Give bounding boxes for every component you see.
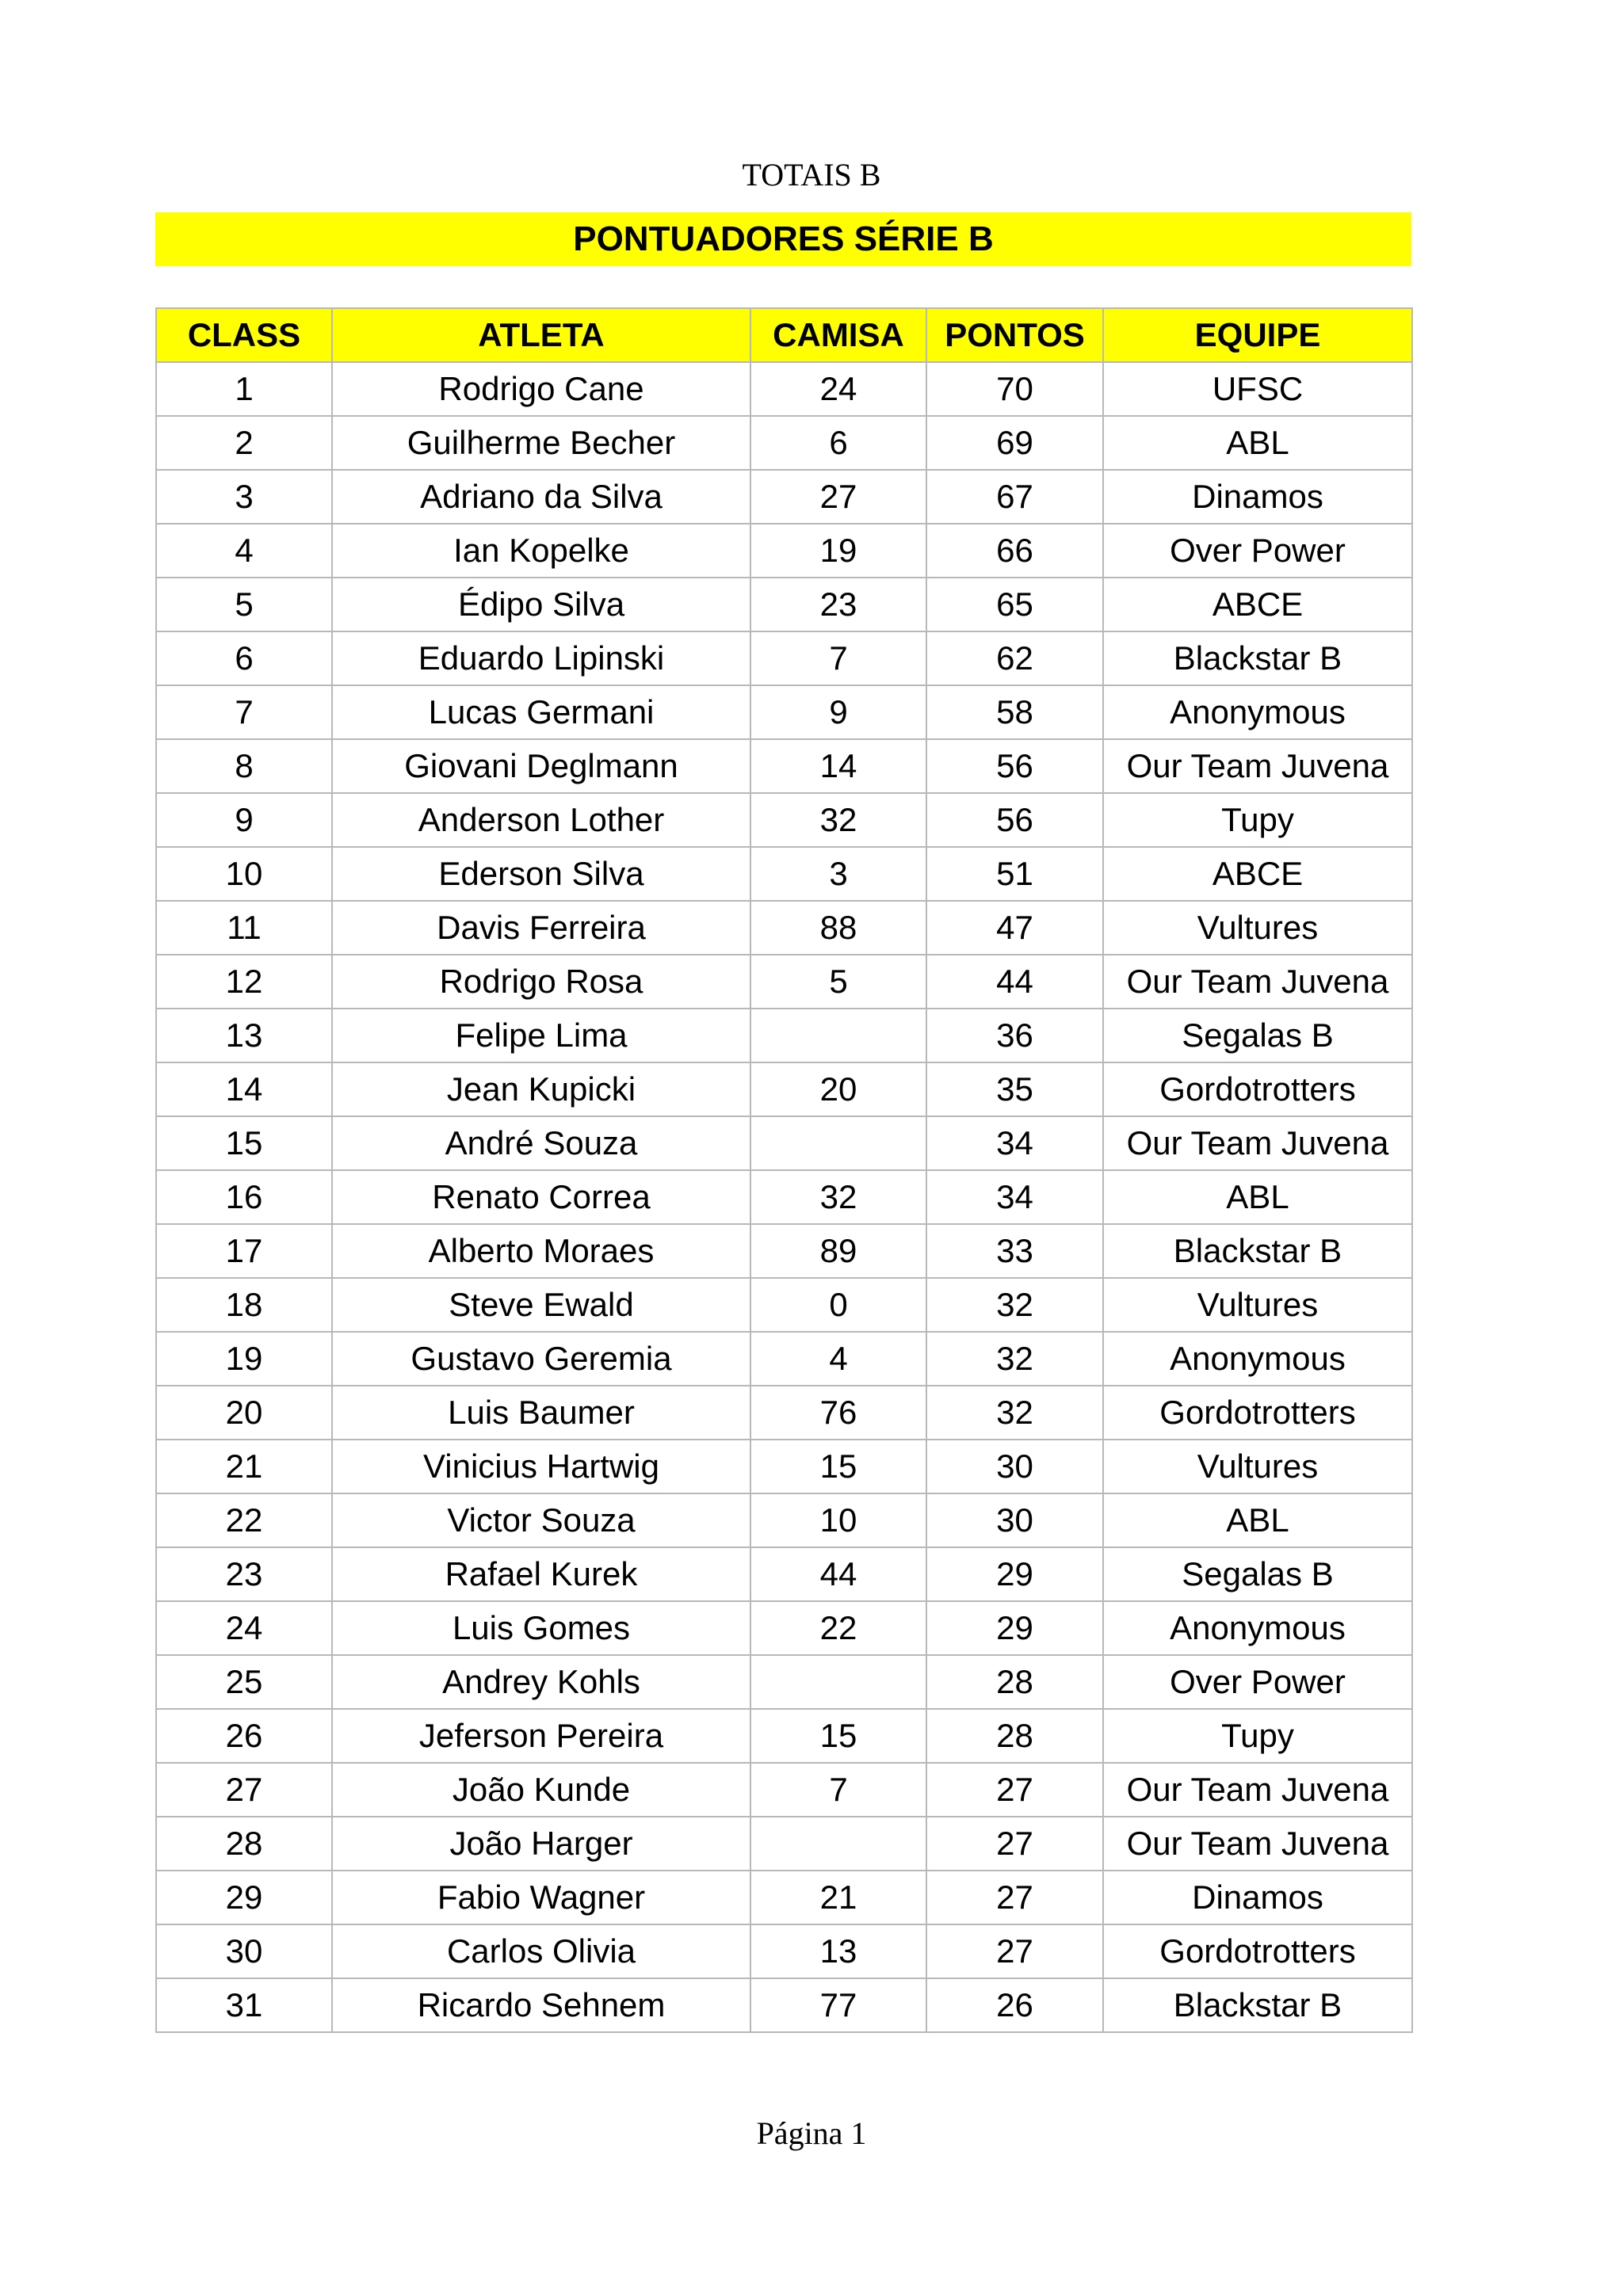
page-footer: Página 1 (756, 2115, 867, 2151)
cell-athlete: Rodrigo Cane (332, 362, 750, 416)
column-header-team: EQUIPE (1103, 308, 1412, 362)
table-row (156, 1170, 1412, 1224)
table-row (156, 1332, 1412, 1386)
cell-team: ABL (1103, 1170, 1412, 1224)
cell-jersey: 7 (750, 631, 926, 685)
cell-team: Dinamos (1103, 1871, 1412, 1924)
column-header-class: CLASS (156, 308, 332, 362)
cell-jersey: 23 (750, 578, 926, 631)
cell-points: 28 (926, 1709, 1103, 1763)
cell-jersey (750, 1655, 926, 1709)
cell-class: 5 (156, 578, 332, 631)
cell-points: 27 (926, 1817, 1103, 1871)
cell-athlete: Ian Kopelke (332, 524, 750, 578)
cell-jersey (750, 1116, 926, 1170)
cell-jersey: 44 (750, 1547, 926, 1601)
cell-class: 3 (156, 470, 332, 524)
cell-team: Segalas B (1103, 1547, 1412, 1601)
cell-team: Blackstar B (1103, 1978, 1412, 2032)
cell-points: 27 (926, 1871, 1103, 1924)
cell-jersey: 5 (750, 955, 926, 1009)
cell-points: 56 (926, 793, 1103, 847)
cell-jersey: 14 (750, 739, 926, 793)
cell-team: ABCE (1103, 847, 1412, 901)
cell-team: Tupy (1103, 1709, 1412, 1763)
cell-team: Our Team Juvena (1103, 1763, 1412, 1817)
cell-class: 1 (156, 362, 332, 416)
cell-class: 23 (156, 1547, 332, 1601)
table-row (156, 1440, 1412, 1493)
cell-class: 16 (156, 1170, 332, 1224)
cell-points: 66 (926, 524, 1103, 578)
cell-points: 70 (926, 362, 1103, 416)
cell-athlete: Alberto Moraes (332, 1224, 750, 1278)
cell-class: 13 (156, 1009, 332, 1062)
table-row (156, 739, 1412, 793)
cell-points: 29 (926, 1601, 1103, 1655)
cell-team: Vultures (1103, 901, 1412, 955)
table-row (156, 578, 1412, 631)
cell-points: 30 (926, 1440, 1103, 1493)
cell-points: 56 (926, 739, 1103, 793)
table-row (156, 1601, 1412, 1655)
cell-jersey: 32 (750, 793, 926, 847)
cell-athlete: Anderson Lother (332, 793, 750, 847)
scorers-table (155, 307, 1413, 2033)
cell-team: Anonymous (1103, 1601, 1412, 1655)
cell-team: Blackstar B (1103, 1224, 1412, 1278)
cell-class: 17 (156, 1224, 332, 1278)
cell-jersey: 77 (750, 1978, 926, 2032)
cell-athlete: Davis Ferreira (332, 901, 750, 955)
cell-athlete: Adriano da Silva (332, 470, 750, 524)
cell-points: 26 (926, 1978, 1103, 2032)
cell-points: 32 (926, 1386, 1103, 1440)
cell-points: 29 (926, 1547, 1103, 1601)
table-title: PONTUADORES SÉRIE B (155, 212, 1411, 266)
cell-athlete: Renato Correa (332, 1170, 750, 1224)
cell-class: 28 (156, 1817, 332, 1871)
cell-class: 15 (156, 1116, 332, 1170)
cell-team: ABL (1103, 1493, 1412, 1547)
table-row (156, 470, 1412, 524)
cell-athlete: Victor Souza (332, 1493, 750, 1547)
cell-jersey: 20 (750, 1062, 926, 1116)
cell-team: Over Power (1103, 524, 1412, 578)
page-header: TOTAIS B (742, 157, 881, 193)
cell-jersey (750, 1817, 926, 1871)
cell-jersey: 3 (750, 847, 926, 901)
cell-points: 32 (926, 1332, 1103, 1386)
cell-athlete: Lucas Germani (332, 685, 750, 739)
table-row (156, 1547, 1412, 1601)
cell-jersey: 7 (750, 1763, 926, 1817)
cell-points: 34 (926, 1170, 1103, 1224)
cell-team: Segalas B (1103, 1009, 1412, 1062)
cell-points: 58 (926, 685, 1103, 739)
cell-class: 21 (156, 1440, 332, 1493)
cell-athlete: Giovani Deglmann (332, 739, 750, 793)
cell-class: 10 (156, 847, 332, 901)
table-row (156, 1924, 1412, 1978)
table-row (156, 847, 1412, 901)
cell-jersey: 76 (750, 1386, 926, 1440)
table-header-row (156, 308, 1412, 362)
cell-athlete: Carlos Olivia (332, 1924, 750, 1978)
cell-points: 34 (926, 1116, 1103, 1170)
cell-team: Our Team Juvena (1103, 1116, 1412, 1170)
cell-points: 28 (926, 1655, 1103, 1709)
table-row (156, 685, 1412, 739)
cell-team: Gordotrotters (1103, 1062, 1412, 1116)
cell-class: 27 (156, 1763, 332, 1817)
cell-team: ABCE (1103, 578, 1412, 631)
cell-points: 27 (926, 1763, 1103, 1817)
table-row (156, 524, 1412, 578)
table-row (156, 1871, 1412, 1924)
table-row (156, 1062, 1412, 1116)
table-row (156, 362, 1412, 416)
cell-team: Over Power (1103, 1655, 1412, 1709)
cell-athlete: Rodrigo Rosa (332, 955, 750, 1009)
column-header-athlete: ATLETA (332, 308, 750, 362)
cell-team: Our Team Juvena (1103, 1817, 1412, 1871)
cell-class: 18 (156, 1278, 332, 1332)
cell-athlete: Luis Baumer (332, 1386, 750, 1440)
cell-class: 29 (156, 1871, 332, 1924)
cell-jersey: 10 (750, 1493, 926, 1547)
cell-class: 4 (156, 524, 332, 578)
cell-athlete: Felipe Lima (332, 1009, 750, 1062)
cell-points: 62 (926, 631, 1103, 685)
cell-team: Our Team Juvena (1103, 955, 1412, 1009)
cell-class: 31 (156, 1978, 332, 2032)
cell-jersey: 6 (750, 416, 926, 470)
cell-team: Our Team Juvena (1103, 739, 1412, 793)
cell-points: 32 (926, 1278, 1103, 1332)
column-header-jersey: CAMISA (750, 308, 926, 362)
cell-athlete: Jean Kupicki (332, 1062, 750, 1116)
cell-team: Gordotrotters (1103, 1924, 1412, 1978)
cell-class: 12 (156, 955, 332, 1009)
cell-points: 30 (926, 1493, 1103, 1547)
table-row (156, 631, 1412, 685)
cell-athlete: Eduardo Lipinski (332, 631, 750, 685)
table-row (156, 1009, 1412, 1062)
cell-team: Blackstar B (1103, 631, 1412, 685)
cell-class: 24 (156, 1601, 332, 1655)
cell-athlete: Fabio Wagner (332, 1871, 750, 1924)
table-row (156, 955, 1412, 1009)
cell-athlete: André Souza (332, 1116, 750, 1170)
cell-jersey: 88 (750, 901, 926, 955)
cell-class: 22 (156, 1493, 332, 1547)
table-row (156, 416, 1412, 470)
cell-points: 69 (926, 416, 1103, 470)
cell-points: 33 (926, 1224, 1103, 1278)
cell-class: 2 (156, 416, 332, 470)
cell-class: 19 (156, 1332, 332, 1386)
cell-athlete: Édipo Silva (332, 578, 750, 631)
cell-athlete: Luis Gomes (332, 1601, 750, 1655)
cell-jersey: 89 (750, 1224, 926, 1278)
cell-points: 44 (926, 955, 1103, 1009)
table-row (156, 793, 1412, 847)
cell-class: 7 (156, 685, 332, 739)
cell-team: UFSC (1103, 362, 1412, 416)
cell-team: Anonymous (1103, 685, 1412, 739)
cell-class: 9 (156, 793, 332, 847)
cell-class: 25 (156, 1655, 332, 1709)
cell-jersey: 19 (750, 524, 926, 578)
cell-class: 6 (156, 631, 332, 685)
cell-athlete: João Harger (332, 1817, 750, 1871)
cell-team: ABL (1103, 416, 1412, 470)
cell-team: Gordotrotters (1103, 1386, 1412, 1440)
table-row (156, 1978, 1412, 2032)
table-body (156, 362, 1412, 2032)
cell-jersey: 15 (750, 1709, 926, 1763)
cell-points: 51 (926, 847, 1103, 901)
table-row (156, 1655, 1412, 1709)
cell-points: 47 (926, 901, 1103, 955)
cell-jersey: 15 (750, 1440, 926, 1493)
column-header-points: PONTOS (926, 308, 1103, 362)
cell-class: 26 (156, 1709, 332, 1763)
cell-points: 36 (926, 1009, 1103, 1062)
cell-points: 27 (926, 1924, 1103, 1978)
cell-class: 20 (156, 1386, 332, 1440)
cell-jersey (750, 1009, 926, 1062)
cell-jersey: 22 (750, 1601, 926, 1655)
cell-class: 11 (156, 901, 332, 955)
cell-points: 35 (926, 1062, 1103, 1116)
cell-team: Vultures (1103, 1278, 1412, 1332)
cell-jersey: 9 (750, 685, 926, 739)
cell-athlete: Steve Ewald (332, 1278, 750, 1332)
cell-team: Vultures (1103, 1440, 1412, 1493)
cell-athlete: João Kunde (332, 1763, 750, 1817)
table-row (156, 1386, 1412, 1440)
cell-jersey: 4 (750, 1332, 926, 1386)
cell-athlete: Vinicius Hartwig (332, 1440, 750, 1493)
cell-jersey: 32 (750, 1170, 926, 1224)
cell-points: 67 (926, 470, 1103, 524)
cell-athlete: Guilherme Becher (332, 416, 750, 470)
table-row (156, 1763, 1412, 1817)
cell-team: Anonymous (1103, 1332, 1412, 1386)
table-row (156, 1116, 1412, 1170)
cell-jersey: 27 (750, 470, 926, 524)
table-row (156, 1709, 1412, 1763)
table-row (156, 1817, 1412, 1871)
cell-team: Dinamos (1103, 470, 1412, 524)
cell-athlete: Jeferson Pereira (332, 1709, 750, 1763)
cell-jersey: 0 (750, 1278, 926, 1332)
table-row (156, 1278, 1412, 1332)
cell-points: 65 (926, 578, 1103, 631)
cell-athlete: Rafael Kurek (332, 1547, 750, 1601)
table-row (156, 1493, 1412, 1547)
cell-class: 8 (156, 739, 332, 793)
cell-team: Tupy (1103, 793, 1412, 847)
cell-athlete: Ricardo Sehnem (332, 1978, 750, 2032)
cell-jersey: 13 (750, 1924, 926, 1978)
cell-athlete: Andrey Kohls (332, 1655, 750, 1709)
cell-class: 14 (156, 1062, 332, 1116)
cell-jersey: 21 (750, 1871, 926, 1924)
cell-jersey: 24 (750, 362, 926, 416)
cell-class: 30 (156, 1924, 332, 1978)
table-row (156, 1224, 1412, 1278)
table-row (156, 901, 1412, 955)
cell-athlete: Gustavo Geremia (332, 1332, 750, 1386)
cell-athlete: Ederson Silva (332, 847, 750, 901)
